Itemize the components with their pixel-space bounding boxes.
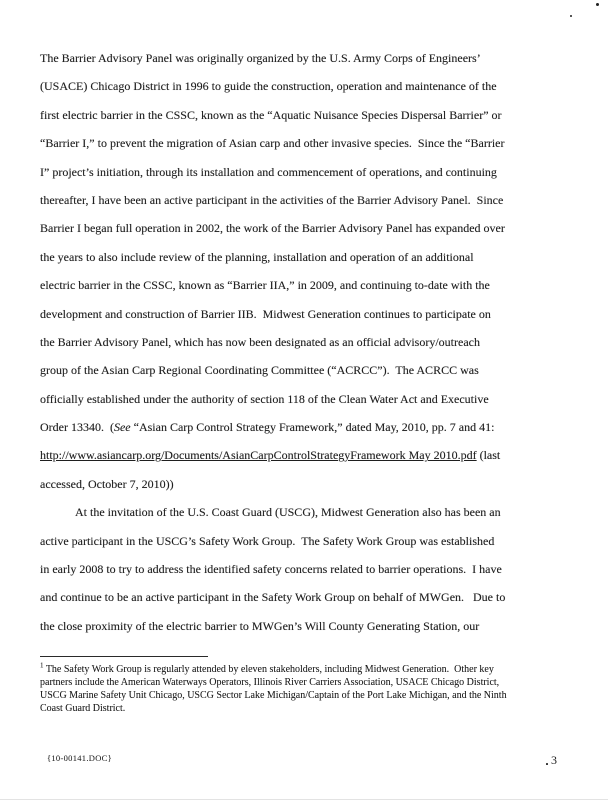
footnote-text: The Safety Work Group is regularly attended by eleven stakeholders, including Midwest Generation. Other key [43, 664, 494, 675]
text-line: “Barrier I,” to prevent the migration of Asian carp and other invasive species. Since the “Barrier [40, 136, 505, 151]
citation-rest: “Asian Carp Control Strategy Framework,” dated May, 2010, pp. 7 and 41: [130, 420, 495, 435]
footnote-marker: 1 [40, 661, 44, 670]
footnote-line: Coast Guard District. [40, 703, 126, 714]
citation-prefix: Order 13340. ( [40, 420, 114, 435]
footnote-line [40, 663, 585, 676]
text-line: The Barrier Advisory Panel was originally organized by the U.S. Army Corps of Engineers’ [40, 51, 481, 65]
text-line: active participant in the USCG’s Safety Work Group. The Safety Work Group was established [40, 533, 495, 548]
text-line: first electric barrier in the CSSC, known as the “Aquatic Nuisance Species Dispersal Barrier” or [40, 107, 502, 122]
citation-see: See [113, 420, 131, 435]
text-line: group of the Asian Carp Regional Coordinating Committee (“ACRCC”). The ACRCC was [40, 363, 479, 378]
text-line: the close proximity of the electric barrier to MWGen’s Will County Generating Station, our [40, 618, 480, 633]
page-number: 3 [551, 753, 557, 767]
link-line [40, 441, 580, 469]
footnote-separator [40, 656, 208, 657]
text-line: Barrier I began full operation in 2002, the work of the Barrier Advisory Panel has expanded over [40, 221, 505, 236]
text-line: I” project’s initiation, through its installation and commencement of operations, and continuing [40, 164, 497, 179]
footnote [40, 663, 585, 715]
text-line: thereafter, I have been an active participant in the activities of the Barrier Advisory Panel. Since [40, 192, 504, 207]
footnote-line: partners include the American Waterways Operators, Illinois River Carriers Association, USACE Chicago District, [40, 677, 500, 688]
scan-speck [596, 3, 599, 6]
document-url-link[interactable]: http://www.asiancarp.org/Documents/AsianCarpControlStrategyFramework May 2010.pdf [40, 448, 477, 463]
body-text [40, 44, 580, 640]
text-line: accessed, October 7, 2010)) [40, 476, 174, 491]
text-line: the Barrier Advisory Panel, which has now been designated as an official advisory/outreach [40, 334, 480, 349]
citation-line [40, 413, 580, 441]
link-tail: (last [476, 448, 501, 463]
text-line: (USACE) Chicago District in 1996 to guide the construction, operation and maintenance of the [40, 79, 497, 94]
text-line: electric barrier in the CSSC, known as “Barrier IIA,” in 2009, and continuing to-date with the [40, 278, 490, 293]
footnote-line: USCG Marine Safety Unit Chicago, USCG Sector Lake Michigan/Captain of the Port Lake Michigan, and the Ninth [40, 690, 507, 701]
text-line: the years to also include review of the planning, installation and operation of an additional [40, 249, 474, 264]
text-line: officially established under the authority of section 118 of the Clean Water Act and Executive [40, 391, 489, 406]
paragraph2-first-line: At the invitation of the U.S. Coast Guard (USCG), Midwest Generation also has been an [75, 505, 501, 520]
scan-speck [570, 15, 572, 17]
text-line: in early 2008 to try to address the identified safety concerns related to barrier operations. I have [40, 562, 502, 577]
scan-speck [546, 763, 548, 765]
document-id-stamp: {10-00141.DOC} [47, 753, 113, 763]
text-line: and continue to be an active participant in the Safety Work Group on behalf of MWGen. Due to [40, 590, 506, 605]
text-line: development and construction of Barrier IIB. Midwest Generation continues to participate on [40, 306, 491, 321]
